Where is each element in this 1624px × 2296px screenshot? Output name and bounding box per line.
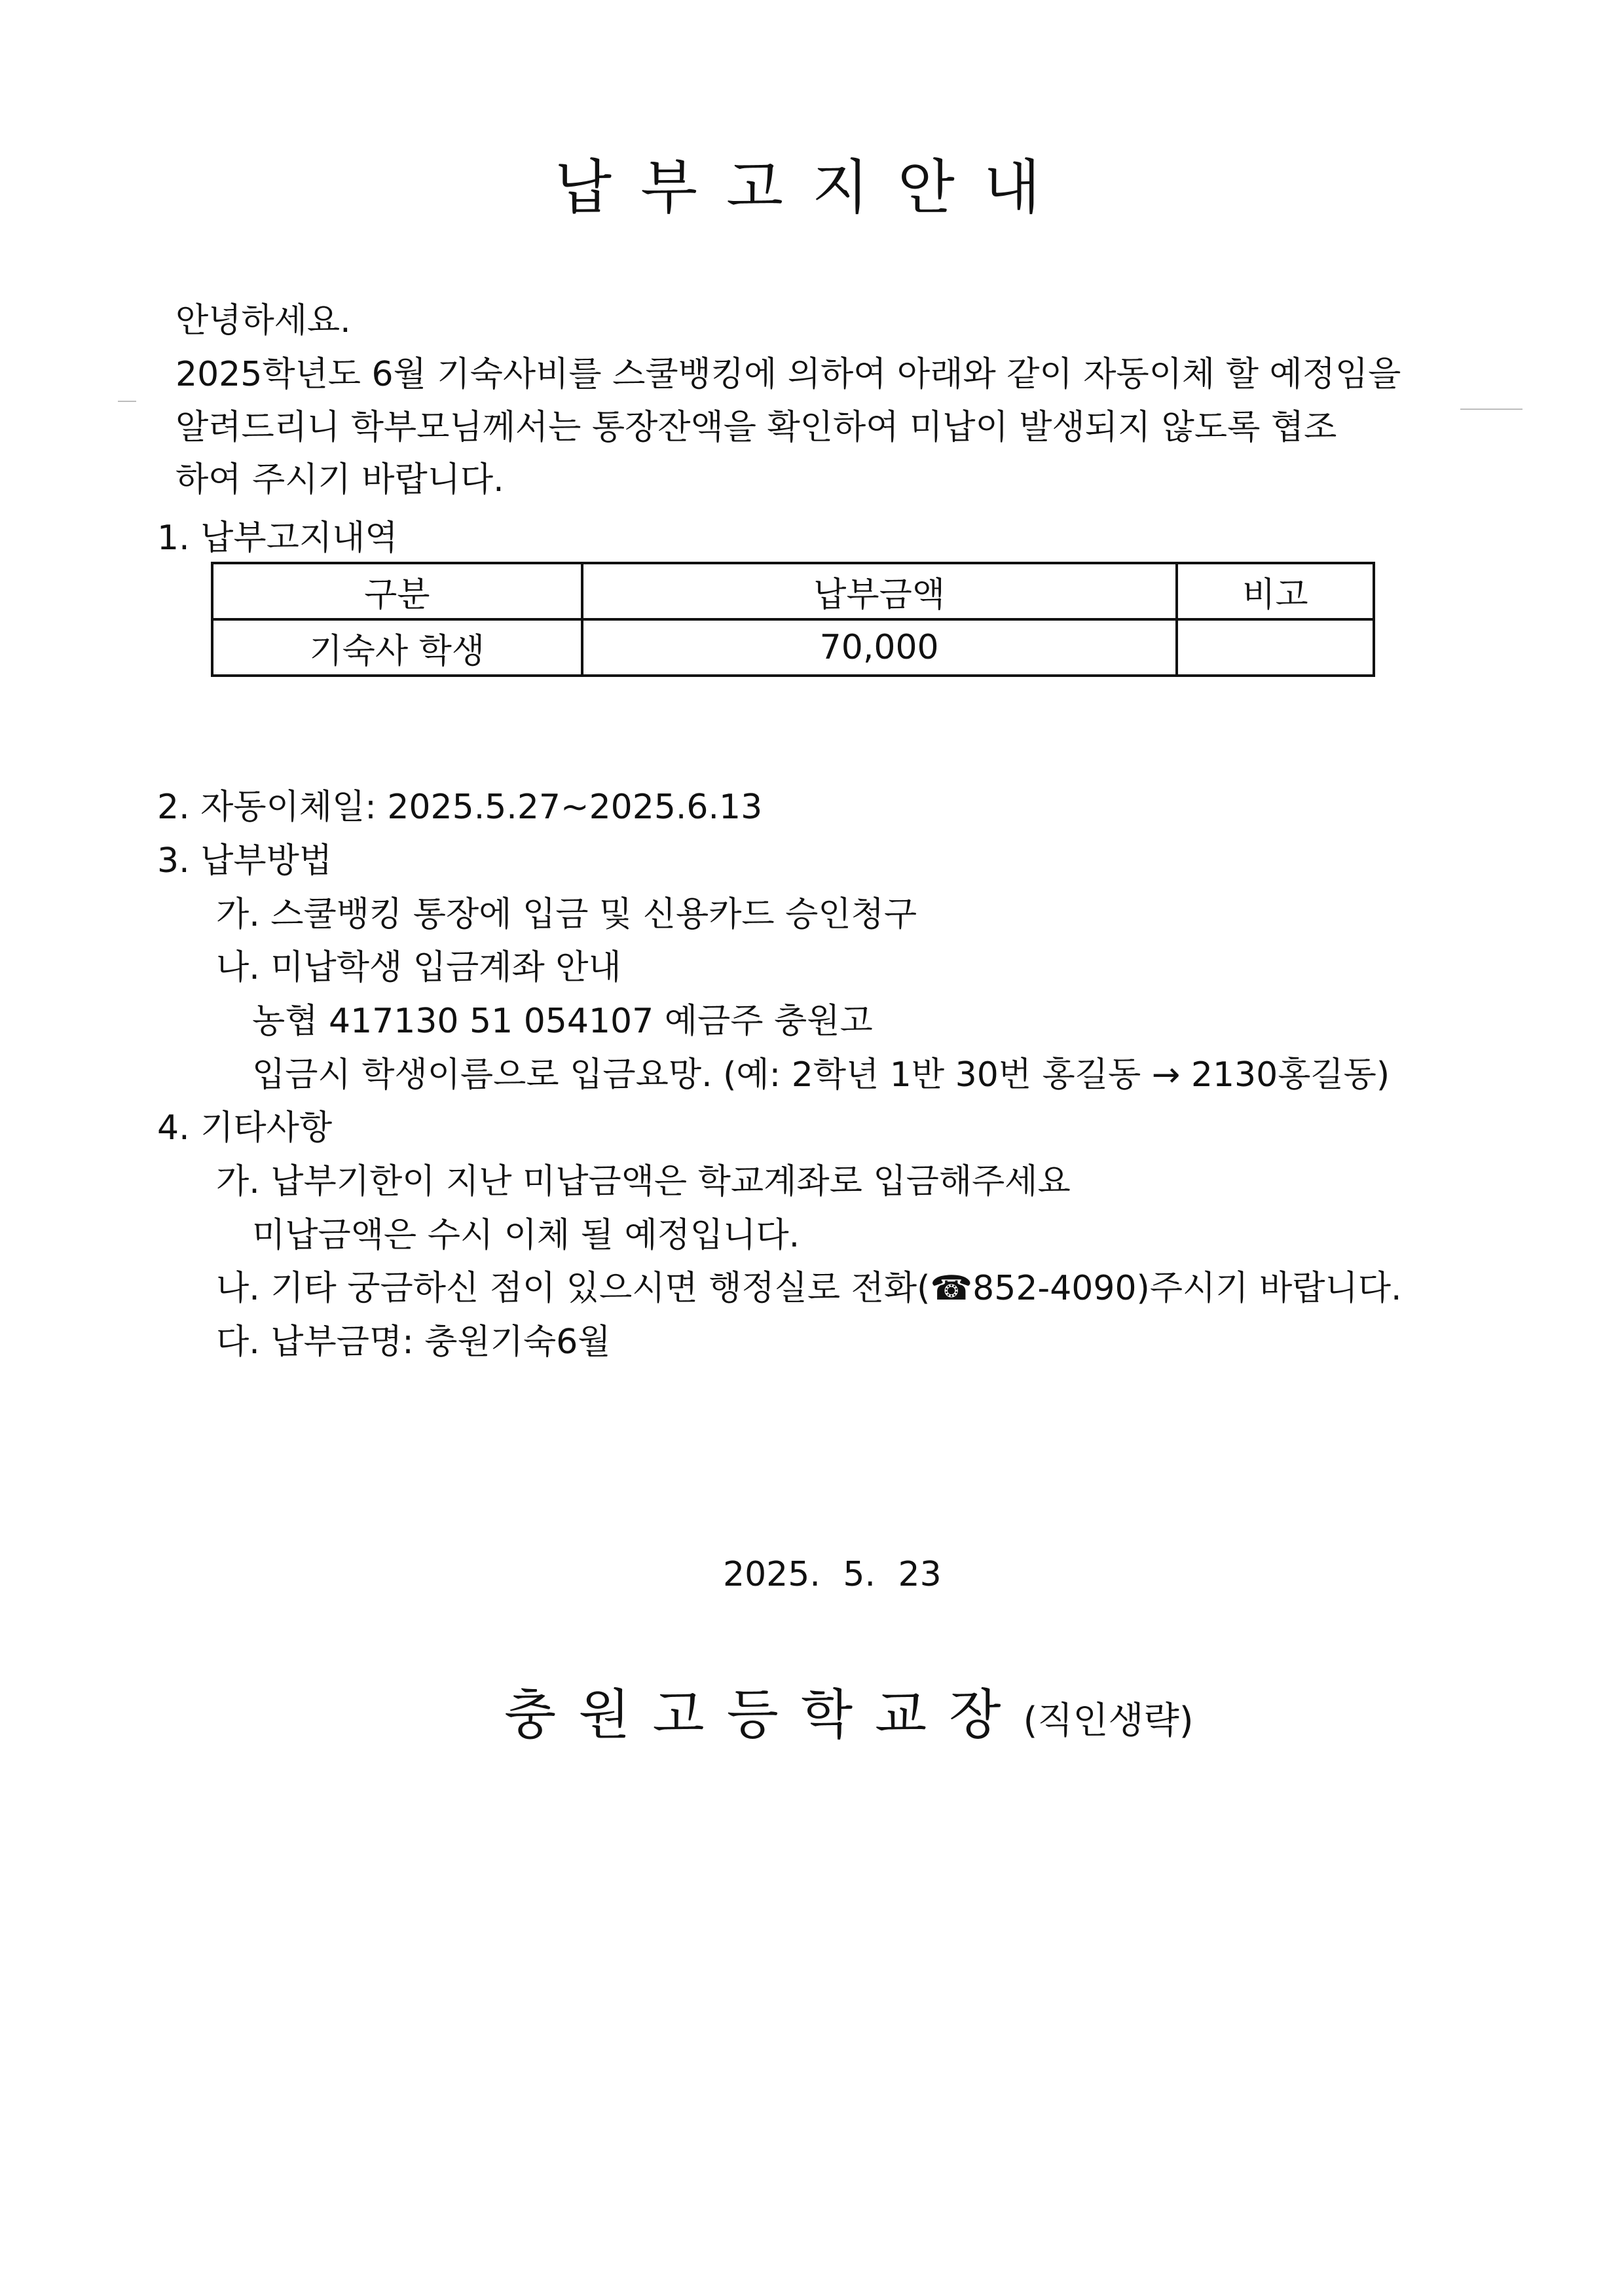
table-header-cell: 비고 <box>1177 563 1374 619</box>
seal-omitted-note: (직인생략) <box>1023 1700 1194 1742</box>
school-principal-name: 충원고등학교장 <box>504 1684 1024 1746</box>
section-4-heading: 4. 기타사항 <box>157 1108 333 1148</box>
document-date: 2025. 5. 23 <box>723 1555 942 1594</box>
account-info: 농협 417130 51 054107 예금주 충원고 <box>252 1002 873 1041</box>
scan-artifact-left <box>118 401 136 402</box>
greeting: 안녕하세요. <box>175 301 351 340</box>
deposit-note: 입금시 학생이름으로 입금요망. (예: 2학년 1반 30번 홍길동 → 2130홍길동) <box>252 1055 1390 1095</box>
intro-line-1: 2025학년도 6월 기숙사비를 스쿨뱅킹에 의하여 아래와 같이 자동이체 할 예정임을 <box>175 355 1401 394</box>
section-4-item-ga-continued: 미납금액은 수시 이체 될 예정입니다. <box>252 1216 800 1255</box>
section-4-item-na: 나. 기타 궁금하신 점이 있으시면 행정실로 전화(☎852-4090)주시기 바랍니다. <box>216 1269 1402 1308</box>
scan-artifact-right <box>1460 409 1522 410</box>
table-cell-amount: 70,000 <box>582 619 1177 676</box>
table-header-row <box>212 563 1374 619</box>
document-title: 납부고지안내 <box>555 153 1069 222</box>
table-row <box>212 619 1374 676</box>
table-cell-remarks <box>1177 619 1374 676</box>
table-header-cell: 구분 <box>212 563 582 619</box>
payment-table <box>211 562 1375 677</box>
section-3-item-ga: 가. 스쿨뱅킹 통장에 입금 및 신용카드 승인청구 <box>216 895 917 934</box>
intro-line-2: 알려드리니 학부모님께서는 통장잔액을 확인하여 미납이 발생되지 않도록 협조 <box>175 408 1337 447</box>
intro-line-3: 하여 주시기 바랍니다. <box>175 460 504 500</box>
section-4-item-ga: 가. 납부기한이 지난 미납금액은 학교계좌로 입금해주세요 <box>216 1162 1071 1201</box>
section-4-item-da: 다. 납부금명: 충원기숙6월 <box>216 1322 611 1362</box>
section-3-item-na: 나. 미납학생 입금계좌 안내 <box>216 948 621 987</box>
signature-block <box>504 1676 1194 1769</box>
table-header-cell: 납부금액 <box>582 563 1177 619</box>
section-3-heading: 3. 납부방법 <box>157 841 333 881</box>
section-1-heading: 1. 납부고지내역 <box>157 519 398 558</box>
table-cell-category: 기숙사 학생 <box>212 619 582 676</box>
section-2-heading: 2. 자동이체일: 2025.5.27~2025.6.13 <box>157 788 763 827</box>
